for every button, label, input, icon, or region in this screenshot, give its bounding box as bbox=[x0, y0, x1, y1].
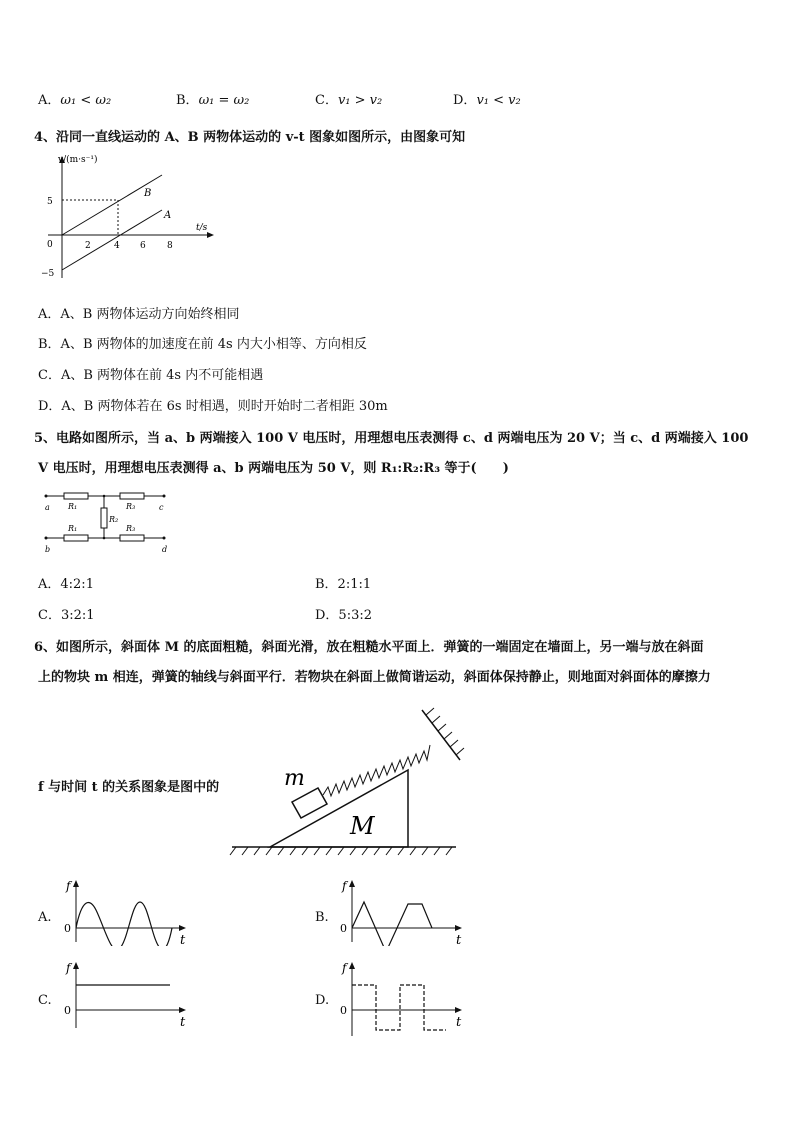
q6-square-wave bbox=[352, 985, 446, 1030]
svg-text:f: f bbox=[66, 879, 71, 893]
q4-option-d: D．A、B 两物体若在 6s 时相遇，则时开始时二者相距 30m bbox=[38, 399, 388, 414]
svg-text:R₂: R₂ bbox=[109, 515, 119, 524]
q6-option-c-letter: C. bbox=[38, 993, 52, 1008]
svg-text:t: t bbox=[456, 1015, 462, 1030]
q6-option-a-graph bbox=[60, 878, 200, 946]
q4-line-b bbox=[62, 175, 162, 235]
q4-ytick-0: 0 bbox=[47, 240, 53, 250]
q6-option-a-letter: A. bbox=[38, 910, 52, 925]
q4-vt-graph bbox=[30, 150, 220, 285]
q6-option-c-graph bbox=[60, 960, 200, 1032]
q6-label-m: m bbox=[284, 766, 305, 791]
svg-text:R₁: R₁ bbox=[68, 524, 78, 533]
q4-x-arrow bbox=[207, 232, 214, 238]
q4-x-label: t/s bbox=[196, 223, 208, 233]
svg-text:0: 0 bbox=[64, 922, 71, 935]
q3-option-a: A．ω₁ < ω₂ bbox=[38, 93, 112, 108]
q5-stem-line2: V 电压时，用理想电压表测得 a、b 两端电压为 50 V，则 R₁:R₂:R₃ 等于( ) bbox=[38, 461, 509, 476]
q5-option-d: D．5:3:2 bbox=[315, 608, 372, 623]
q6-option-d-letter: D. bbox=[315, 993, 330, 1008]
q5-r3-bottom bbox=[120, 535, 144, 541]
q4-xtick-2: 2 bbox=[85, 241, 91, 251]
q6-label-M: M bbox=[350, 812, 375, 840]
q4-xtick-4: 4 bbox=[114, 241, 120, 251]
q6-sine-curve bbox=[76, 902, 172, 946]
q4-option-b: B．A、B 两物体的加速度在前 4s 内大小相等、方向相反 bbox=[38, 337, 367, 352]
q5-option-a: A．4:2:1 bbox=[38, 577, 94, 592]
q5-r3-top bbox=[120, 493, 144, 499]
q3-option-b: B．ω₁ = ω₂ bbox=[176, 93, 250, 108]
q3-option-d: D．v₁ < v₂ bbox=[453, 93, 521, 108]
svg-text:a: a bbox=[45, 503, 50, 512]
q6-wall bbox=[422, 710, 460, 760]
svg-text:0: 0 bbox=[64, 1004, 71, 1017]
q4-xtick-8: 8 bbox=[167, 241, 173, 251]
svg-text:f: f bbox=[342, 879, 347, 893]
q4-option-a: A．A、B 两物体运动方向始终相同 bbox=[38, 307, 240, 322]
svg-text:f: f bbox=[342, 961, 347, 975]
q4-ytick-5: 5 bbox=[47, 197, 53, 207]
q5-option-c: C．3:2:1 bbox=[38, 608, 95, 623]
q4-label-a: A bbox=[164, 210, 172, 221]
svg-text:c: c bbox=[159, 503, 164, 512]
q6-incline-figure bbox=[228, 700, 468, 860]
q6-option-b-graph bbox=[336, 878, 476, 946]
q4-label-b: B bbox=[144, 188, 152, 199]
q5-stem-line1: 5、电路如图所示，当 a、b 两端接入 100 V 电压时，用理想电压表测得 c、d 两端电压为 20 V；当 c、d 两端接入 100 bbox=[34, 431, 749, 446]
q5-r1-top bbox=[64, 493, 88, 499]
svg-text:d: d bbox=[162, 545, 168, 554]
q4-ytick-neg5: −5 bbox=[41, 269, 55, 279]
q6-stem-line3: f 与时间 t 的关系图象是图中的 bbox=[38, 780, 220, 795]
q4-xtick-6: 6 bbox=[140, 241, 146, 251]
svg-text:0: 0 bbox=[340, 922, 347, 935]
q6-triangle-wave bbox=[352, 902, 432, 946]
svg-text:R₃: R₃ bbox=[126, 502, 136, 511]
q4-y-label: v/(m·s⁻¹) bbox=[58, 155, 98, 165]
q4-stem: 4、沿同一直线运动的 A、B 两物体运动的 v-t 图象如图所示，由图象可知 bbox=[34, 130, 466, 145]
q5-r1-bottom bbox=[64, 535, 88, 541]
q6-stem-line1: 6、如图所示，斜面体 M 的底面粗糙，斜面光滑，放在粗糙水平面上．弹簧的一端固定在墙面上，另一端与放在斜面 bbox=[34, 640, 704, 655]
q6-option-b-letter: B. bbox=[315, 910, 329, 925]
q6-stem-line2: 上的物块 m 相连，弹簧的轴线与斜面平行．若物块在斜面上做简谐运动，斜面体保持静止，则地面对斜面体的摩擦力 bbox=[38, 670, 711, 685]
q4-option-c: C．A、B 两物体在前 4s 内不可能相遇 bbox=[38, 368, 264, 383]
q4-line-a bbox=[62, 210, 162, 270]
q3-option-c: C．v₁ > v₂ bbox=[315, 93, 383, 108]
svg-text:0: 0 bbox=[340, 1004, 347, 1017]
svg-text:R₁: R₁ bbox=[68, 502, 78, 511]
svg-text:t: t bbox=[456, 933, 462, 946]
svg-text:t: t bbox=[180, 933, 186, 946]
q6-option-d-graph bbox=[336, 960, 476, 1040]
svg-text:t: t bbox=[180, 1015, 186, 1030]
svg-text:R₃: R₃ bbox=[126, 524, 136, 533]
svg-text:f: f bbox=[66, 961, 71, 975]
q5-r2 bbox=[101, 508, 107, 528]
q6-block bbox=[292, 788, 327, 818]
q5-option-b: B．2:1:1 bbox=[315, 577, 372, 592]
svg-text:b: b bbox=[45, 545, 51, 554]
q5-circuit bbox=[38, 488, 178, 558]
